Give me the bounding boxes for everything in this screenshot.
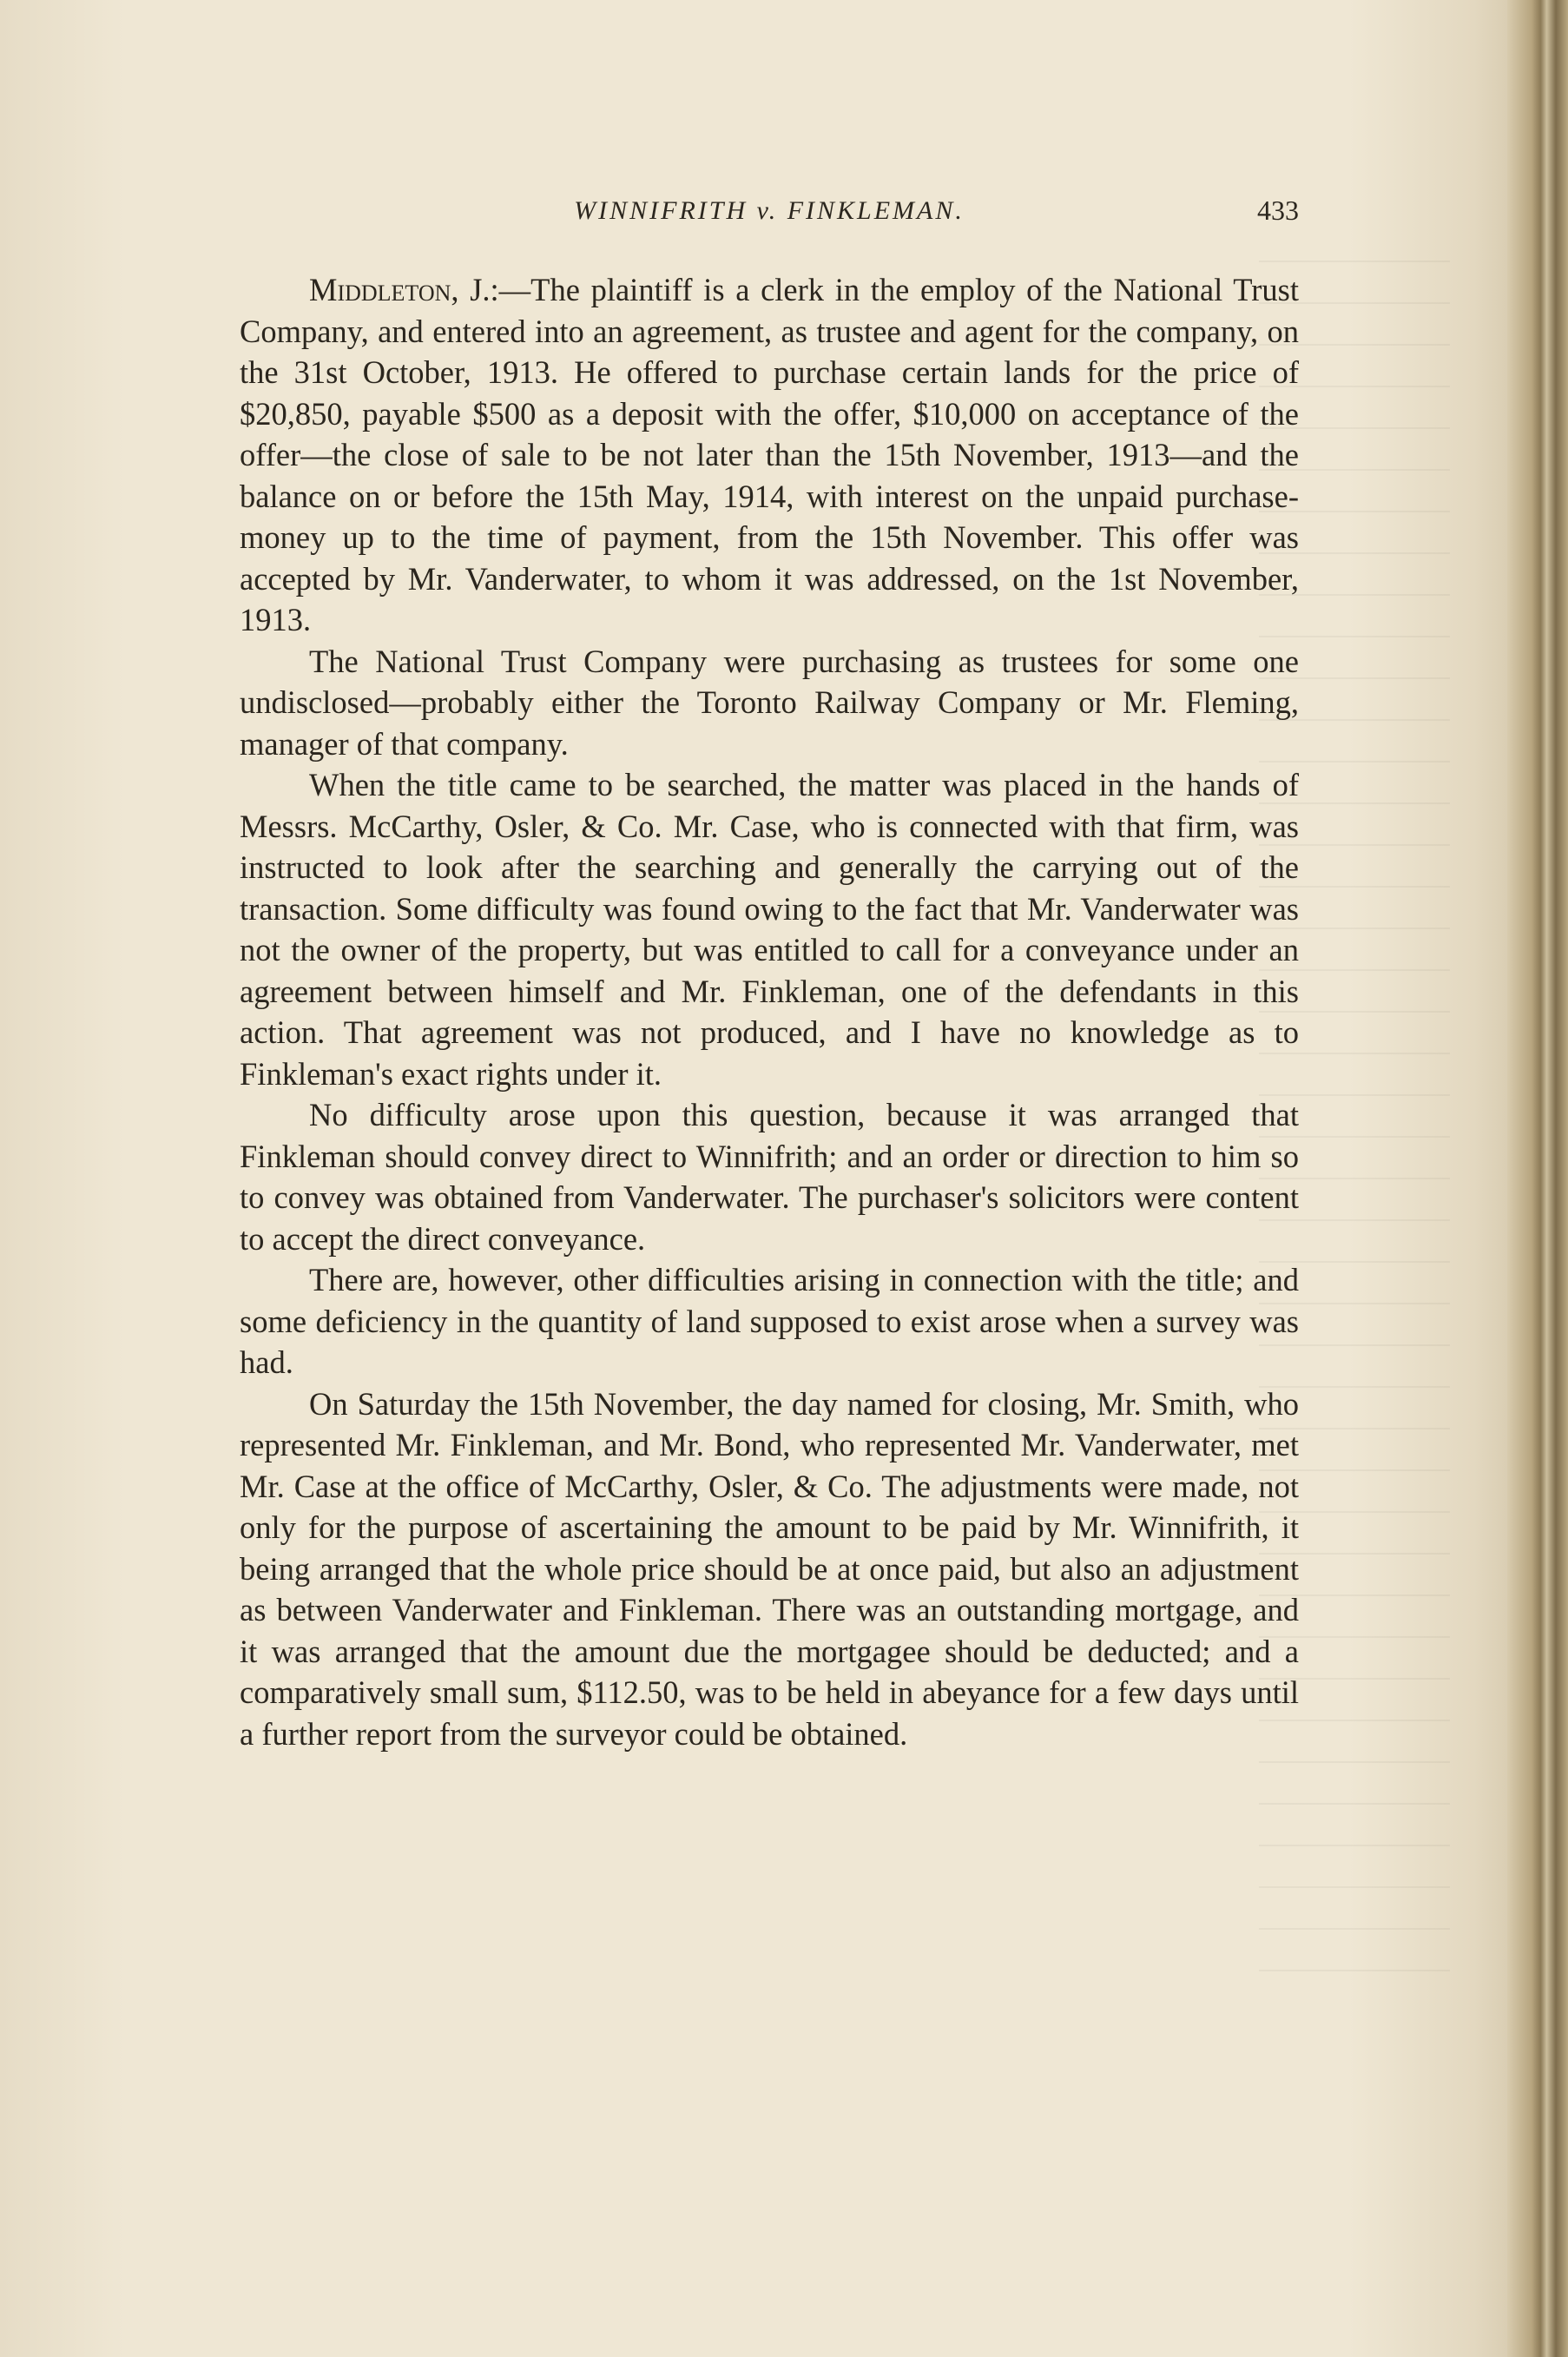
paragraph-1-text: :—The plaintiff is a clerk in the employ of the National Trust Company, and entered into an agreement, as trustee and agent for the company, on the 31st October, 1913. He offered to purchase certain lands for the price of $20,850, payable $500 as a deposit with the offer, $10,000 on acceptance of the offer—the close of sale to be not later than the 15th November, 1913—and the balance on or before the 15th May, 1914, with interest on the unpaid purchase-money up to the time of payment, from the 15th November. This offer was accepted by Mr. Vanderwater, to whom it was addressed, on the 1st November, 1913. bbox=[240, 272, 1299, 637]
body-text bbox=[240, 269, 1299, 1754]
paragraph-3: When the title came to be searched, the matter was placed in the hands of Messrs. McCarthy, Osler, & Co. Mr. Case, who is connected with that firm, was instructed to look after the searching and generally the carrying out of the transaction. Some difficulty was found owing to the fact that Mr. Vanderwater was not the owner of the property, but was entitled to call for a conveyance under an agreement between himself and Mr. Finkleman, one of the defendants in this action. That agreement was not produced, and I have no knowledge as to Finkleman's exact rights under it. bbox=[240, 767, 1299, 1092]
running-head bbox=[240, 184, 1299, 236]
paragraph-4: No difficulty arose upon this question, because it was arranged that Finkleman should convey direct to Winnifrith; and an order or direction to him so to convey was obtained from Vanderwater. The purchaser's solicitors were content to accept the direct conveyance. bbox=[240, 1097, 1299, 1257]
paragraph-1 bbox=[240, 269, 1299, 641]
paragraph-6: On Saturday the 15th November, the day named for closing, Mr. Smith, who represented Mr. Finkleman, and Mr. Bond, who represented Mr. Vanderwater, met Mr. Case at the office of McCarthy, Osler, & Co. The adjustments were made, not only for the purpose of ascertaining the amount to be paid by Mr. Winnifrith, it being arranged that the whole price should be at once paid, but also an adjustment as between Vanderwater and Finkleman. There was an outstanding mortgage, and it was arranged that the amount due the mortgagee should be deducted; and a comparatively small sum, $112.50, was to be held in abeyance for a few days until a further report from the surveyor could be obtained. bbox=[240, 1385, 1299, 1752]
paragraph-5: There are, however, other difficulties arising in connection with the title; and some deficiency in the quantity of land supposed to exist arose when a survey was had. bbox=[240, 1262, 1299, 1380]
page-number: 433 bbox=[1257, 195, 1299, 226]
book-spine-edge bbox=[1507, 0, 1568, 2357]
paragraph-2: The National Trust Company were purchasing as trustees for some one undisclosed—probably either the Toronto Railway Company or Mr. Fleming, manager of that company. bbox=[240, 643, 1299, 762]
judge-name: Middleton, J. bbox=[309, 272, 491, 307]
running-title: WINNIFRITH v. FINKLEMAN. bbox=[574, 196, 965, 225]
